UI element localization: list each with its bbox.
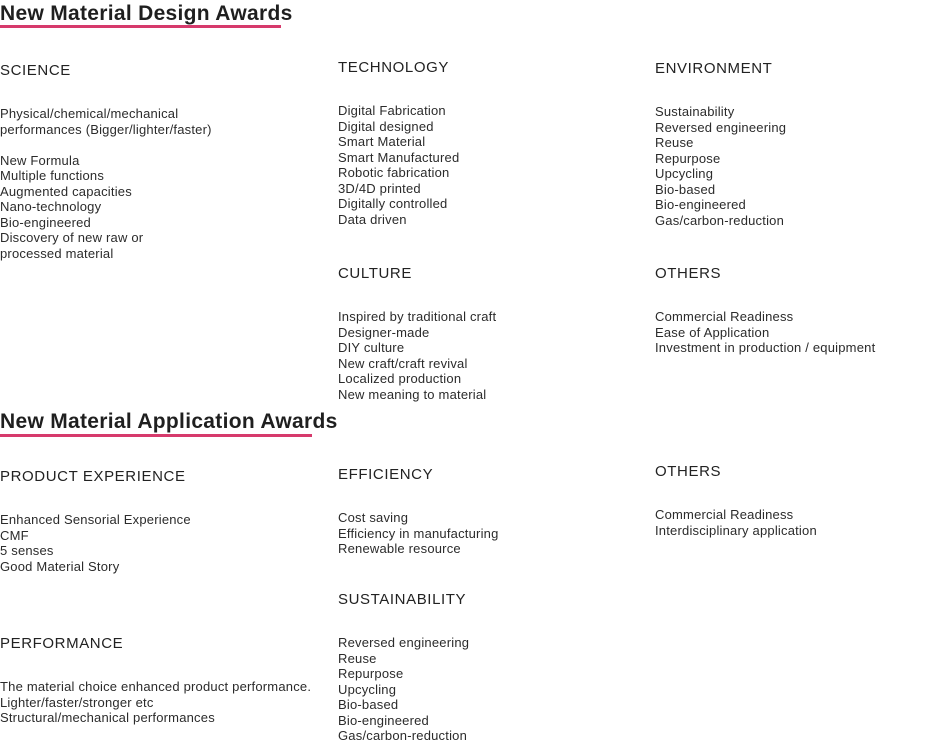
category-item: Bio-engineered bbox=[0, 214, 91, 230]
category-item: Digital designed bbox=[338, 118, 434, 134]
category-item: Lighter/faster/stronger etc bbox=[0, 694, 154, 710]
category-item: 3D/4D printed bbox=[338, 180, 421, 196]
category-group-environment bbox=[655, 60, 952, 228]
category-item: Reversed engineering bbox=[338, 635, 470, 650]
category-list bbox=[0, 679, 335, 726]
category-item: Bio-engineered bbox=[338, 712, 429, 728]
category-item: Structural/mechanical performances bbox=[0, 710, 215, 725]
category-item: Sustainability bbox=[655, 104, 735, 119]
category-group-efficiency bbox=[338, 466, 648, 557]
category-item: processed material bbox=[0, 245, 114, 261]
category-item: Designer-made bbox=[338, 324, 430, 340]
category-heading: SCIENCE bbox=[0, 62, 71, 79]
category-heading: OTHERS bbox=[655, 463, 722, 480]
category-heading: PRODUCT EXPERIENCE bbox=[0, 468, 186, 485]
category-item: Investment in production / equipment bbox=[655, 340, 876, 355]
category-item: Smart Manufactured bbox=[338, 149, 460, 165]
category-item: Good Material Story bbox=[0, 558, 120, 574]
category-item: CMF bbox=[0, 527, 29, 543]
category-item: The material choice enhanced product performance. bbox=[0, 679, 312, 694]
category-item: Interdisciplinary application bbox=[655, 522, 817, 538]
category-item: Digital Fabrication bbox=[338, 103, 446, 118]
category-item: Repurpose bbox=[338, 666, 404, 681]
category-group-science bbox=[0, 62, 330, 261]
category-list bbox=[0, 512, 335, 574]
category-item: Augmented capacities bbox=[0, 183, 132, 199]
category-item: Bio-based bbox=[655, 181, 716, 197]
category-item: Nano-technology bbox=[0, 199, 102, 214]
blank-line bbox=[0, 137, 330, 153]
category-item: Robotic fabrication bbox=[338, 165, 450, 180]
category-heading: OTHERS bbox=[655, 265, 722, 282]
category-item: Multiple functions bbox=[0, 168, 105, 183]
category-item: Enhanced Sensorial Experience bbox=[0, 512, 191, 527]
category-item: Commercial Readiness bbox=[655, 309, 794, 324]
category-list bbox=[338, 635, 648, 744]
category-item: Upcycling bbox=[338, 681, 397, 697]
category-item: Bio-based bbox=[338, 697, 399, 712]
category-item: Digitally controlled bbox=[338, 196, 448, 211]
category-item: DIY culture bbox=[338, 340, 405, 355]
category-group-sustainability bbox=[338, 591, 648, 744]
category-item: Data driven bbox=[338, 211, 407, 227]
category-item: Efficiency in manufacturing bbox=[338, 525, 499, 541]
category-item: performances (Bigger/lighter/faster) bbox=[0, 121, 212, 137]
category-group-others bbox=[655, 265, 952, 356]
category-item: Bio-engineered bbox=[655, 197, 746, 212]
category-item: Reuse bbox=[338, 650, 377, 666]
section-title-application-awards: New Material Application Awards bbox=[0, 410, 338, 433]
category-heading: EFFICIENCY bbox=[338, 466, 434, 483]
category-item: New meaning to material bbox=[338, 386, 487, 402]
category-group-performance bbox=[0, 635, 335, 726]
category-item: Ease of Application bbox=[655, 324, 770, 340]
category-item: Renewable resource bbox=[338, 541, 461, 556]
category-item: Inspired by traditional craft bbox=[338, 309, 497, 324]
category-list bbox=[655, 507, 952, 538]
category-list bbox=[338, 309, 648, 402]
category-group-product-experience bbox=[0, 468, 335, 574]
category-item: Commercial Readiness bbox=[655, 507, 794, 522]
category-group-culture bbox=[338, 265, 648, 402]
category-heading: ENVIRONMENT bbox=[655, 60, 773, 77]
category-list bbox=[338, 103, 648, 227]
category-item: Smart Material bbox=[338, 134, 426, 149]
category-item: Repurpose bbox=[655, 150, 721, 166]
category-heading: PERFORMANCE bbox=[0, 635, 124, 652]
section-title-design-awards: New Material Design Awards bbox=[0, 2, 293, 25]
category-item: Gas/carbon-reduction bbox=[338, 728, 468, 743]
category-heading: CULTURE bbox=[338, 265, 412, 282]
category-heading: SUSTAINABILITY bbox=[338, 591, 467, 608]
category-item: New Formula bbox=[0, 152, 80, 168]
category-group-others bbox=[655, 463, 952, 538]
category-item: 5 senses bbox=[0, 543, 54, 558]
category-item: Localized production bbox=[338, 371, 462, 386]
category-item: Upcycling bbox=[655, 166, 714, 181]
category-item: Cost saving bbox=[338, 510, 409, 525]
category-list bbox=[655, 309, 952, 356]
category-item: Reversed engineering bbox=[655, 119, 787, 135]
category-heading: TECHNOLOGY bbox=[338, 59, 450, 76]
category-item: Physical/chemical/mechanical bbox=[0, 106, 179, 121]
category-item: Discovery of new raw or bbox=[0, 230, 144, 245]
category-list bbox=[655, 104, 952, 228]
title-underline bbox=[0, 434, 312, 437]
category-group-technology bbox=[338, 59, 648, 227]
category-item: Reuse bbox=[655, 135, 694, 150]
category-item: New craft/craft revival bbox=[338, 355, 468, 371]
category-item: Gas/carbon-reduction bbox=[655, 212, 785, 228]
category-list bbox=[338, 510, 648, 557]
category-list bbox=[0, 106, 330, 261]
title-underline bbox=[0, 25, 281, 28]
